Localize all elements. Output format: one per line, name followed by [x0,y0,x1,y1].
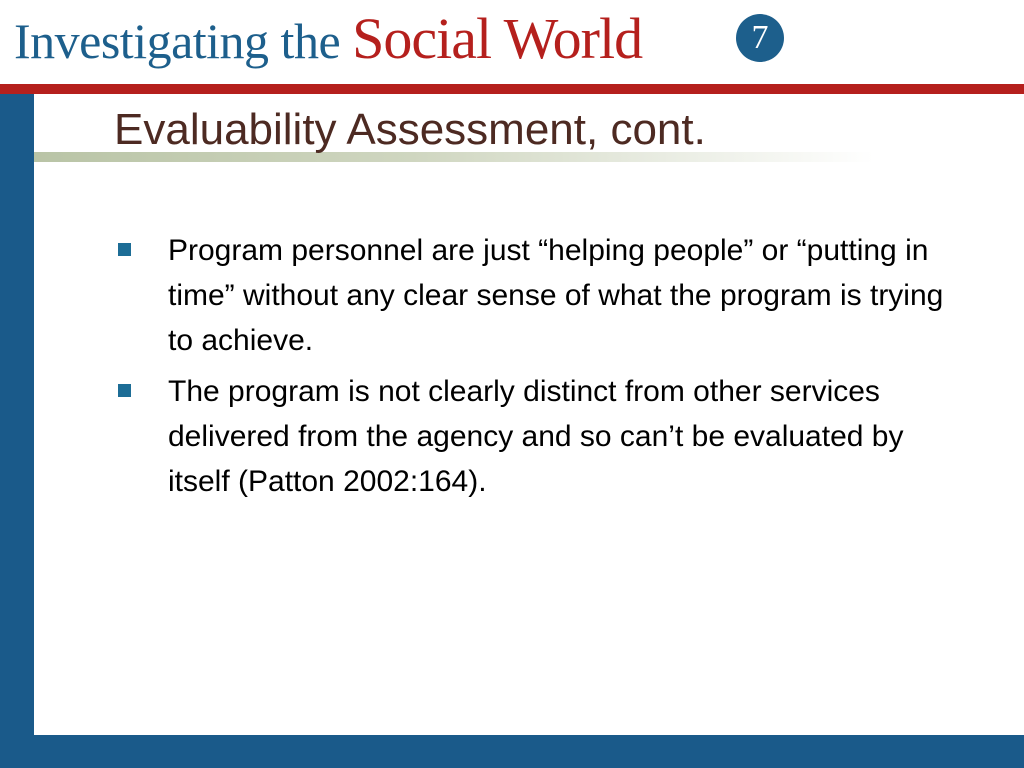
slide-title: Evaluability Assessment, cont. [114,105,706,154]
square-bullet-icon [118,243,131,256]
logo-text-social-world: Social World [352,6,643,71]
bullet-text: The program is not clearly distinct from other services delivered from the agency and so can’t be evaluated by itself (Patton 2002:164). [168,375,904,498]
logo-text-investigating: Investigating the [14,13,341,69]
square-bullet-icon [118,384,131,397]
bullet-item [116,369,976,504]
bottom-blue-bar [0,735,1024,768]
bullet-text: Program personnel are just “helping people” or “putting in time” without any clear sense of what the program is trying to achieve. [168,234,944,357]
bullet-item [116,228,976,363]
left-blue-bar [0,94,34,768]
book-logo-text [14,6,643,71]
bullet-list [116,228,976,510]
book-logo [0,0,1024,88]
header-red-rule [0,84,1024,94]
edition-badge: 7 [736,14,784,62]
